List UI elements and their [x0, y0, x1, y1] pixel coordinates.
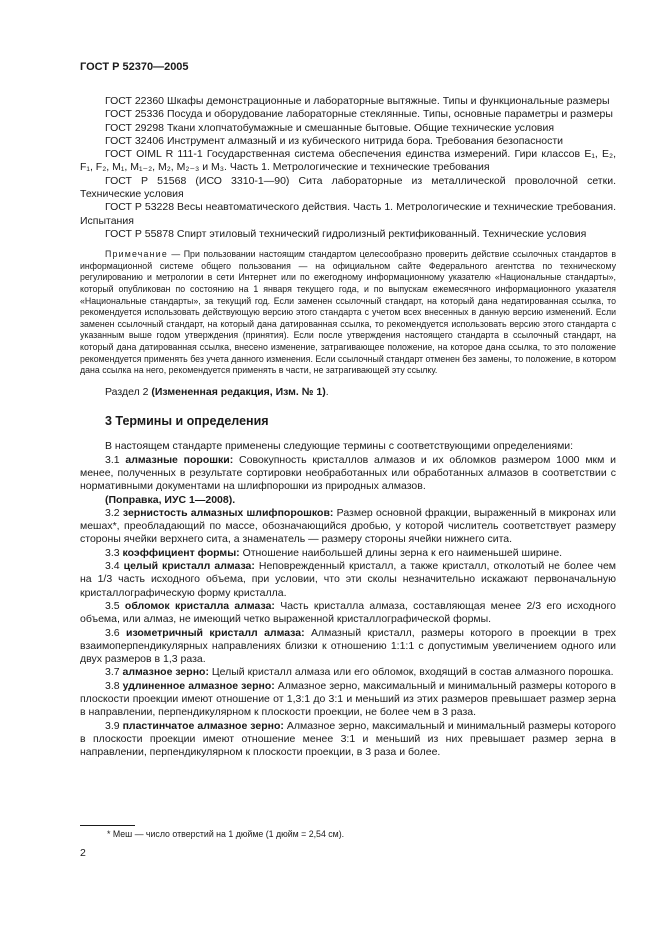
term-name: удлиненное алмазное зерно:	[122, 679, 275, 692]
term-name: пластинчатое алмазное зерно:	[122, 719, 284, 732]
term-number: 3.8	[105, 679, 123, 692]
term-entry	[80, 507, 616, 547]
term-entry	[80, 454, 616, 494]
term-number: 3.6	[105, 626, 126, 639]
change-note-prefix: Раздел 2	[105, 385, 152, 398]
term-name: обломок кристалла алмаза:	[124, 599, 275, 612]
term-name: алмазное зерно:	[122, 666, 209, 679]
reference-item: ГОСТ Р 55878 Спирт этиловый технический гидролизный ректификованный. Технические условия	[105, 227, 587, 240]
term-definition: Размер основной фракции, выраженный в микронах или мешах*, преобладающий по массе, обозначающийся дробью, у которой числитель соответствует размеру стороны ячейки верхнего сита, а знаменатель — размеру стороны ячейки нижнего сита.	[80, 506, 616, 546]
term-entry	[80, 720, 616, 760]
term-number: 3.4	[105, 560, 124, 573]
reference-item: ГОСТ Р 53228 Весы неавтоматического действия. Часть 1. Метрологические и технические требования. Испытания	[80, 201, 616, 227]
change-note-suffix: .	[325, 385, 329, 398]
reference-item: ГОСТ 25336 Посуда и оборудование лабораторные стеклянные. Типы, основные параметры и размеры	[105, 108, 613, 121]
term-entry	[80, 547, 616, 560]
reference-item: ГОСТ 32406 Инструмент алмазный и из кубического нитрида бора. Требования безопасности	[105, 134, 564, 147]
section-title: 3 Термины и определения	[105, 414, 269, 429]
term-number: 3.7	[105, 666, 123, 679]
term-number: 3.1	[105, 453, 126, 466]
term-entry	[80, 627, 616, 667]
term-number: 3.9	[105, 719, 123, 732]
term-name: целый кристалл алмаза:	[123, 560, 255, 573]
term-entry	[80, 600, 616, 627]
change-note-bold: (Измененная редакция, Изм. № 1)	[151, 385, 326, 398]
term-number: 3.5	[105, 599, 125, 612]
reference-item: ГОСТ 29298 Ткани хлопчатобумажные и смешанные бытовые. Общие технические условия	[105, 121, 555, 134]
term-number: 3.2	[105, 506, 123, 519]
term-definition: Целый кристалл алмаза или его обломок, входящий в состав алмазного порошка.	[208, 666, 614, 679]
footnote: * Меш — число отверстий на 1 дюйме (1 дюйм = 2,54 см).	[107, 829, 345, 839]
note-label: Примечание	[105, 249, 168, 260]
reference-item: ГОСТ Р 51568 (ИСО 3310-1—90) Сита лабораторные из металлической проволочной сетки. Технические условия	[80, 174, 616, 201]
term-name: алмазные порошки:	[125, 453, 234, 466]
term-entry	[80, 680, 616, 720]
term-name: изометричный кристалл алмаза:	[125, 626, 305, 639]
term-definition: Отношение наибольшей длины зерна к его наименьшей ширине.	[239, 546, 563, 559]
term-definition: Совокупность кристаллов алмазов и их обломков размером 1000 мкм и менее, полученных в результате сортировки необработанных или обработанных алмазов в соответствии с нормативными документами на шлифпорошки из природных алмазов.	[80, 453, 617, 493]
term-entry	[80, 560, 616, 600]
note-text: — При пользовании настоящим стандартом целесообразно проверить действие ссылочных стандартов в информационной системе общего пользования — на официальном сайте Федерального агентства по техническому регулированию и метрологии в сети Интернет или по ежегодному информационному указателю «Национальные стандарты», который опубликован по состоянию на 1 января текущего года, и по выпускам ежемесячного информационного указателя «Национальные стандарты», за текущий год. Если заменен ссылочный стандарт, на который дана недатированная ссылка, то рекомендуется использовать действующую версию этого стандарта с учетом всех внесенных в данную версию изменений. Если заменен ссылочный стандарт, на который дана датированная ссылка, то рекомендуется использовать версию этого стандарта с указанным выше годом утверждения (принятия). Если после утверждения настоящего стандарта в ссылочный стандарт, на который дана датированная ссылка, внесено изменение, затрагивающее положение, на которое дана ссылка, то это положение рекомендуется применять без учета данного изменения. Если ссылочный стандарт отменен без замены, то положение, в котором дана ссылка на него, рекомендуется применять в части, не затрагивающей эту ссылку.	[80, 249, 616, 376]
term-definition: Неповрежденный кристалл, а также кристалл, отколотый не более чем на 1/3 часть исходного объема, при условии, что эти сколы незначительно искажают первоначальную кристаллографическую форму кристалла.	[80, 560, 617, 599]
term-name: коэффициент формы:	[122, 546, 240, 559]
page-number: 2	[80, 847, 86, 859]
term-definition: Алмазный кристалл, размеры которого в проекции в трех взаимоперпендикулярных направлениях близки к отношению 1:1:1 с допустимым увеличением одного или двух размеров в 1,3 раза.	[80, 626, 617, 666]
amendment-note: (Поправка, ИУС 1—2008).	[105, 493, 236, 506]
note-paragraph	[80, 249, 616, 377]
page-body	[80, 95, 616, 760]
term-definition: Алмазное зерно, максимальный и минимальный размеры которого в плоскости проекции имеют отношение менее 3:1 и меньший из них превышает размер зерна в направлении, перпендикулярном к плоскости проекции, в 3 раза и более.	[80, 719, 617, 759]
term-entry	[80, 666, 616, 679]
document-header: ГОСТ Р 52370—2005	[80, 61, 189, 73]
section-intro: В настоящем стандарте применены следующие термины с соответствующими определениями:	[105, 440, 574, 453]
term-name: зернистость алмазных шлифпорошков:	[122, 506, 334, 519]
reference-item: ГОСТ 22360 Шкафы демонстрационные и лабораторные вытяжные. Типы и функциональные размеры	[105, 95, 610, 107]
term-definition: Часть кристалла алмаза, составляющая менее 2/3 его исходного объема, или алмаз, не имеющий четко выраженной кристаллографической формы.	[80, 599, 616, 626]
footnote-divider	[80, 825, 135, 826]
change-note	[80, 386, 616, 399]
reference-item: ГОСТ OIML R 111-1 Государственная система обеспечения единства измерений. Гири классов E₁, E₂, F₁, F₂, M₁, M₁₋₂, M₂, M₂₋₃ и M₃. Часть 1. Метрологические и технические требования	[80, 148, 616, 174]
term-number: 3.3	[105, 546, 123, 559]
term-definition: Алмазное зерно, максимальный и минимальный размеры которого в плоскости проекции имеют отношение от 1,3:1 до 3:1 и меньший из этих размеров превышает размер зерна в направлении, перпендикулярном к плоскости проекции, не более чем в 3 раза.	[80, 679, 617, 719]
